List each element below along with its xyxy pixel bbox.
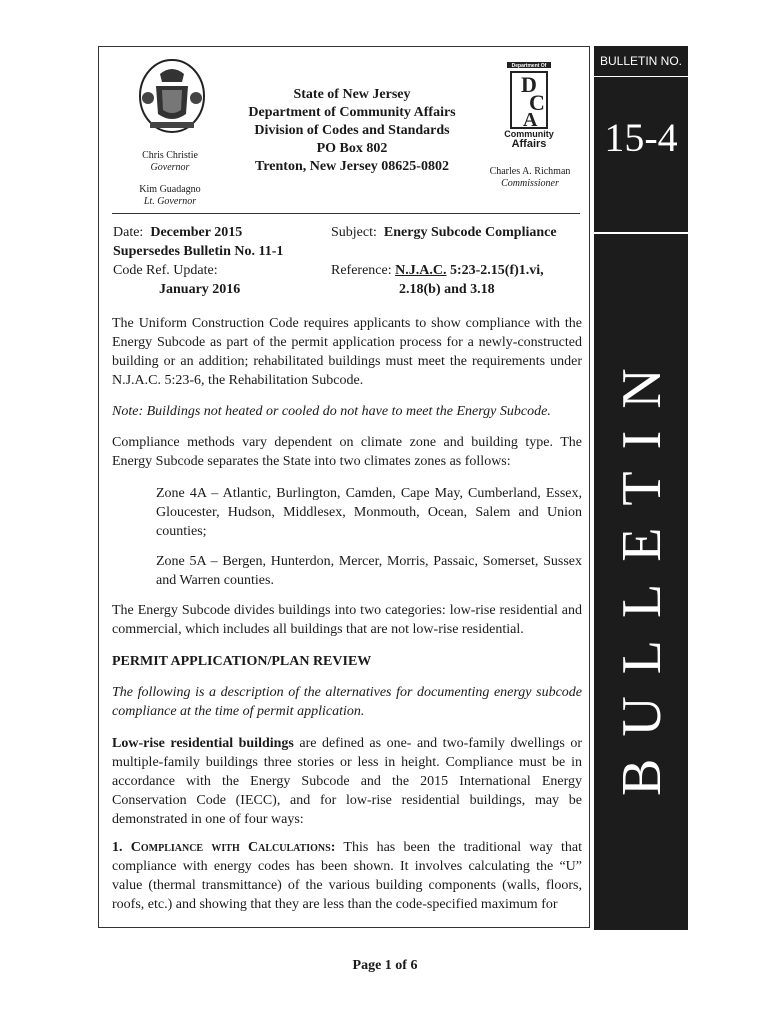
- dca-logo-letter-a: A: [523, 109, 538, 131]
- commissioner-block: [480, 166, 580, 190]
- reference-label: Reference:: [331, 263, 392, 278]
- date-value: December 2015: [150, 225, 243, 240]
- commissioner-title: Commissioner: [501, 178, 559, 189]
- section-heading: PERMIT APPLICATION/PLAN REVIEW: [112, 654, 372, 669]
- date-label: Date:: [113, 225, 144, 240]
- state-name: State of New Jersey: [293, 87, 411, 102]
- po-box: PO Box 802: [316, 141, 388, 156]
- code-ref-label: Code Ref. Update:: [113, 263, 218, 278]
- agency-address: [232, 86, 472, 176]
- bulletin-meta-left: [113, 223, 333, 299]
- reference-value-2: 2.18(b) and 3.18: [399, 282, 495, 297]
- dca-logo-community: Community: [504, 129, 554, 139]
- nj-state-seal-icon: [136, 56, 208, 138]
- governor-title: Governor: [150, 162, 190, 173]
- note-heated-cooled: Note: Buildings not heated or cooled do not have to meet the Energy Subcode.: [112, 404, 551, 419]
- zone-5a-list: Zone 5A – Bergen, Hunterdon, Mercer, Morris, Passaic, Somerset, Sussex and Warren counties.: [156, 554, 582, 588]
- supersedes: Supersedes Bulletin No. 11-1: [113, 244, 284, 259]
- header-divider: [112, 213, 580, 214]
- paragraph-lowrise: [112, 734, 582, 829]
- bulletin-number-label: BULLETIN NO.: [594, 46, 688, 77]
- reference-link[interactable]: N.J.A.C.: [395, 263, 447, 278]
- dca-logo-letter-d: D: [521, 72, 537, 97]
- zone-4a-list: Zone 4A – Atlantic, Burlington, Camden, Cape May, Cumberland, Essex, Gloucester, Hudson, Middlesex, Monmouth, Ocean, Salem and Union counties;: [156, 486, 582, 539]
- paragraph-item1: [112, 838, 582, 914]
- bulletin-sidebar: [594, 46, 688, 930]
- paragraph-intro: The Uniform Construction Code requires applicants to show compliance with the Energy Subcode as part of the permit application process for a newly-constructed building or an addition; rehabilitated buildings must meet the requirements under N.J.A.C. 5:23-6, the Rehabilitation Subcode.: [112, 316, 582, 388]
- department-name: Department of Community Affairs: [248, 105, 456, 120]
- bulletin-meta-right: [331, 223, 586, 299]
- paragraph-climate-zones: Compliance methods vary dependent on climate zone and building type. The Energy Subcode separates the State into two climates zones as follows:: [112, 435, 582, 469]
- dca-logo-top-text: Department Of: [511, 63, 547, 69]
- item1-text: This has been the traditional way that compliance with energy codes has been shown. It involves calculating the “U” value (thermal transmittance) of the various building components (walls, floors, roofs, etc.) and showing that they are less than the code-specified maximum for: [112, 840, 583, 912]
- governor-block: [110, 150, 230, 174]
- subject-label: Subject:: [331, 225, 377, 240]
- dca-logo-label: [499, 130, 559, 150]
- paragraph-categories: The Energy Subcode divides buildings into two categories: low-rise residential and commercial, which includes all buildings that are not low-rise residential.: [112, 603, 582, 637]
- lowrise-rest: are defined as one- and two-family dwellings or multiple-family buildings three stories or less in height. Compliance must be in accordance with the Energy Subcode and the 2015 International Energy Conservation Code (IECC), and for low-rise residential buildings, may be demonstrated in one of four ways:: [112, 736, 582, 827]
- italic-intro: The following is a description of the alternatives for documenting energy subcode compliance at the time of permit application.: [112, 685, 582, 719]
- code-ref-value: January 2016: [159, 282, 241, 297]
- item1-label: 1. Compliance with Calculations:: [112, 840, 336, 855]
- lt-governor-name: Kim Guadagno: [139, 184, 201, 195]
- bulletin-number: 15-4: [594, 82, 688, 234]
- dca-logo-affairs: Affairs: [511, 138, 547, 150]
- lt-governor-title: Lt. Governor: [143, 196, 197, 207]
- lt-governor-block: [110, 184, 230, 208]
- subject-value: Energy Subcode Compliance: [383, 225, 557, 240]
- city-zip: Trenton, New Jersey 08625-0802: [255, 159, 449, 174]
- governor-name: Chris Christie: [142, 150, 198, 161]
- dca-logo-letter-c: C: [529, 90, 545, 115]
- commissioner-name: Charles A. Richman: [489, 166, 571, 177]
- lowrise-bold: Low-rise residential buildings: [112, 736, 294, 751]
- reference-value-1: 5:23-2.15(f)1.vi,: [449, 263, 544, 278]
- page-number: Page 1 of 6: [352, 958, 418, 973]
- division-name: Division of Codes and Standards: [254, 123, 450, 138]
- bulletin-vertical-title: BULLETIN: [611, 346, 673, 796]
